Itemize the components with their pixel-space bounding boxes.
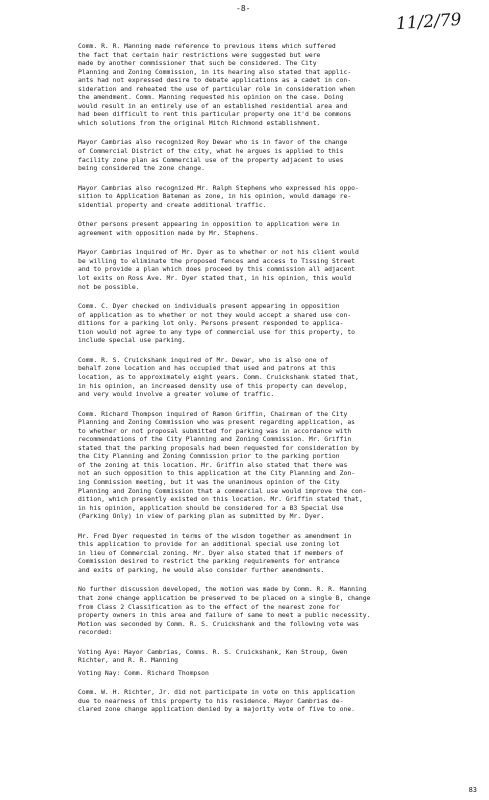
footer-mark: 83: [468, 786, 477, 794]
paragraph-dewar-favor: Mayor Cambrias also recognized Roy Dewar who is in favor of the change of Commercial District of the city, what he argues is applied to this facility zone plan as Commercial use of the property adjacent to uses being considered the zone change.: [78, 138, 348, 173]
paragraph-cruickshank-inquiry: Comm. R. S. Cruickshank inquired of Mr. Dewar, who is also one of behalf zone location and has occupied that used and patrons at this location, as to approximately eight years. Comm. Cruickshank stated that, in his opinion, an increased density use of this property can develop, and very would involve a greater volume of traffic.: [78, 355, 359, 399]
voting-aye: Voting Aye: Mayor Cambrias, Comms. R. S. Cruickshank, Ken Stroup, Gwen Richter, and R. R. Manning: [78, 647, 348, 665]
paragraph-manning-reference: Comm. R. R. Manning made reference to previous items which suffered the fact that certain hair restrictions were suggested but were made by another commissioner that such be considered. The City Planning and Zoning Commission, in its hearing also stated that applic- ants had not expressed desire to debate applications as a cadet in con- sideration and reheated the use of particular role in consideration when the amendment. Comm. Manning requested his opinion on the case. Doing would result in an entirely use of an established residential area and had been difficult to rent this particular property one it'd be commons which solutions from the original Mitch Richmond establishment.: [78, 42, 356, 127]
paragraph-richter-abstain: Comm. W. H. Richter, Jr. did not participate in vote on this application due to nearness of this property to his residence. Mayor Cambrias de- clared zone change application denied by a majority vote of five to one.: [78, 688, 356, 714]
paragraph-others-opposition: Other persons present appearing in opposition to application were in agreement with opposition made by Mr. Stephens.: [78, 220, 340, 237]
handwritten-date: 11/2/79: [395, 9, 463, 35]
paragraph-mayor-inquiry: Mayor Cambrias inquired of Mr. Dyer as to whether or not his client would be willing to eliminate the proposed fences and access to Tissing Street and to provide a plan which does proceed by this commission all adjacent lot exits on Ross Ave. Mr. Dyer stated that, in his opinion, this would not be possible.: [78, 248, 359, 291]
voting-nay: Voting Nay: Comm. Richard Thompson: [78, 668, 209, 677]
document-body: [78, 42, 470, 725]
paragraph-thompson-griffin: Comm. Richard Thompson inquired of Ramon Griffin, Chairman of the City Planning and Zoning Commission who was present regarding application, as to whether or not proposal submitted for parking was in accordance with recommendations of the City Planning and Zoning Commission. Mr. Griffin stated that the parking proposals had been requested for consideration by the City Planning and Zoning Commission prior to the parking portion of the zoning at this location. Mr. Griffin also stated that there was not an such opposition to this application at the City Planning and Zon- ing Commission meeting, but it was the unanimous opinion of the City Planning and Zoning Commission that a commercial use would improve the con- dition, which presently existed on this location. Mr. Griffin stated that, in his opinion, application should be considered for a B3 Special Use (Parking Only) in view of parking plan as submitted by Mr. Dyer.: [78, 409, 367, 521]
paragraph-motion: No further discussion developed, the motion was made by Comm. R. R. Manning that zone change application be preserved to be placed on a single B, change from Class 2 Classification as to the effect of the nearest zone for property owners in this area and failure of same to meet a public necessity. Motion was seconded by Comm. R. S. Cruickshank and the following vote was recorded:: [78, 585, 371, 637]
paragraph-dyer-amendment: Mr. Fred Dyer requested in terms of the wisdom together as amendment in this application to provide for an additional special use zoning lot in lieu of Commercial zoning. Mr. Dyer also stated that if members of Commission desired to restrict the parking requirements for entrance and exits of parking, he would also consider further amendments.: [78, 531, 352, 574]
page-number: -8-: [236, 4, 251, 13]
paragraph-dyer-parking: Comm. C. Dyer checked on individuals present appearing in opposition of application as to whether or not they would accept a shared use con- ditions for a parking lot only. Persons present responded to applica- tion would not agree to any type of commercial use for this property, to include special use parking.: [78, 302, 356, 345]
paragraph-stephens-opposition: Mayor Cambrias also recognized Mr. Ralph Stephens who expressed his oppo- sition to Application Bateman as zone, in his opinion, would damage re- sidential property and create additional traffic.: [78, 183, 359, 209]
